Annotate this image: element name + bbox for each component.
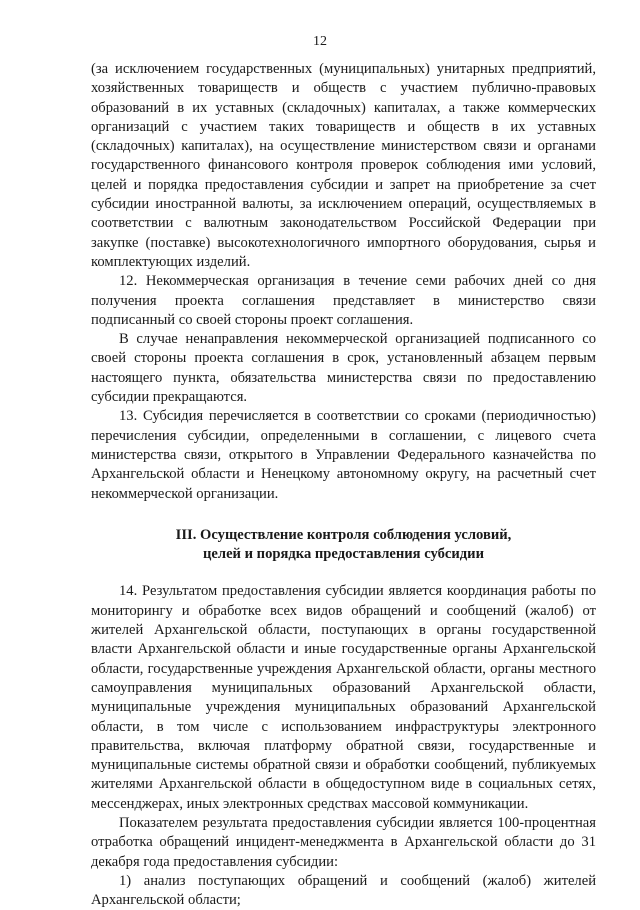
paragraph-item-12: 12. Некоммерческая организация в течение семи рабочих дней со дня получения проекта соглашения представляет в министерство связи подписанный со своей стороны проект соглашения.: [91, 273, 596, 328]
paragraph-item-13: 13. Субсидия перечисляется в соответствии со сроками (периодичностью) перечисления субсидии, определенными в соглашении, с лицевого счета министерства связи, открытого в Управлении Федерального казначейства по Архангельской области и Ненецкому автономному округу, на расчетный счет некоммерческой организации.: [91, 408, 596, 502]
section-heading-line-2: целей и порядка предоставления субсидии: [203, 546, 484, 563]
document-body: [91, 60, 596, 910]
paragraph-continuation: (за исключением государственных (муниципальных) унитарных предприятий, хозяйственных товариществ и обществ с участием публично-правовых образований в их уставных (складочных) капиталах, а также коммерческих организаций с участием таких товариществ и обществ в их уставных (складочных) капиталах), на осуществление министерством связи и органами государственного финансового контроля проверок соблюдения ими условий, целей и порядка предоставления субсидии и запрет на приобретение за счет субсидии иностранной валюты, за исключением операций, осуществляемых в соответствии с валютным законодательством Российской Федерации при закупке (поставке) высокотехнологичного импортного оборудования, сырья и комплектующих изделий.: [91, 61, 596, 270]
section-heading-line-1: III. Осуществление контроля соблюдения условий,: [175, 526, 512, 543]
section-heading: [91, 526, 596, 565]
paragraph-result-indicator: Показателем результата предоставления субсидии является 100-процентная отработка обращений инцидент-менеджмента в Архангельской области до 31 декабря года предоставления субсидии:: [91, 814, 596, 870]
paragraph-item-12-refusal: В случае ненаправления некоммерческой организацией подписанного со своей стороны проекта соглашения в срок, установленный абзацем первым настоящего пункта, обязательства министерства связи по предоставлению субсидии прекращаются.: [91, 331, 596, 406]
paragraph-item-14: 14. Результатом предоставления субсидии является координация работы по мониторингу и обработке всех видов обращений и сообщений (жалоб) от жителей Архангельской области, поступающих в органы государственной власти Архангельской области и иные государственные органы Архангельской области, государственные учреждения Архангельской области, органы местного самоуправления муниципальных образований Архангельской области, муниципальные учреждения муниципальных образований Архангельской области, в том числе с использованием инфраструктуры электронного правительства, включая платформу обратной связи, государственные и муниципальные системы обратной связи и обработки сообщений, публикуемых жителями Архангельской области в общедоступном виде в социальных сетях, мессенджерах, иных электронных средствах массовой коммуникации.: [91, 583, 596, 812]
page-number: 12: [313, 34, 327, 49]
paragraph-subitem-1: 1) анализ поступающих обращений и сообщений (жалоб) жителей Архангельской области;: [91, 872, 596, 909]
